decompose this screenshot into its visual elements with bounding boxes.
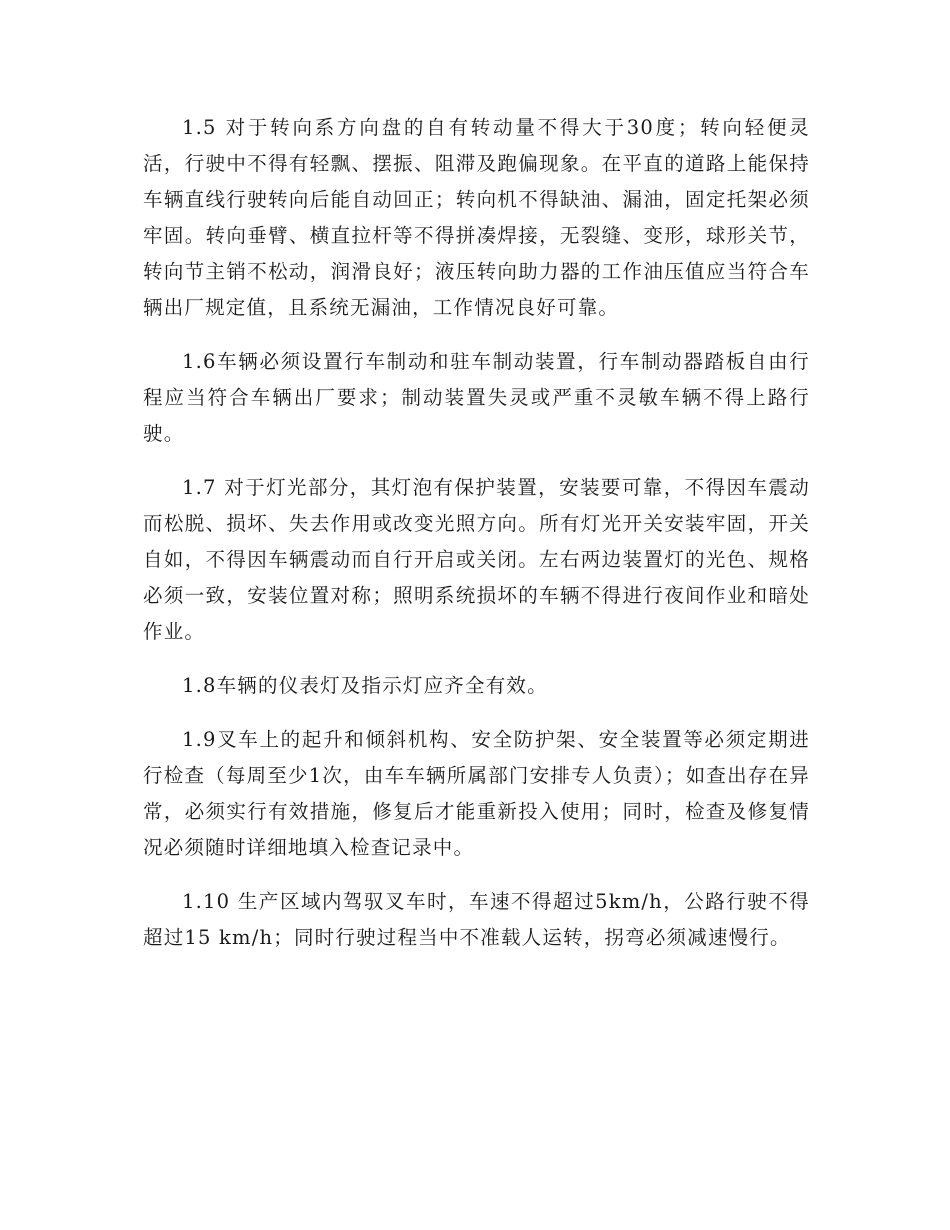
paragraph-1-7-lights: 1.7 对于灯光部分，其灯泡有保护装置，安装要可靠，不得因车震动而松脱、损坏、失去作用或改变光照方向。所有灯光开关安装牢固，开关自如，不得因车辆震动而自行开启或关闭。左右两边装置灯的光色、规格必须一致，安装位置对称；照明系统损坏的车辆不得进行夜间作业和暗处作业。 xyxy=(143,476,810,643)
document-body xyxy=(143,110,810,974)
paragraph-1-10-speed: 1.10 生产区域内驾驭叉车时，车速不得超过5km/h，公路行驶不得超过15 km/h；同时行驶过程当中不准载人运转，拐弯必须减速慢行。 xyxy=(143,890,810,949)
paragraph-1-6-brakes: 1.6车辆必须设置行车制动和驻车制动装置，行车制动器踏板自由行程应当符合车辆出厂要求；制动装置失灵或严重不灵敏车辆不得上路行驶。 xyxy=(143,350,810,445)
paragraph-1-8-indicators: 1.8车辆的仪表灯及指示灯应齐全有效。 xyxy=(182,674,548,697)
paragraph-1-9-inspection: 1.9叉车上的起升和倾斜机构、安全防护架、安全装置等必须定期进行检查（每周至少1次，由车车辆所属部门安排专人负责）；如查出存在异常，必须实行有效措施，修复后才能重新投入使用；同时，检查及修复情况必须随时详细地填入检查记录中。 xyxy=(143,728,810,859)
paragraph-1-5-steering: 1.5 对于转向系方向盘的自有转动量不得大于30度；转向轻便灵活，行驶中不得有轻飘、摆振、阻滞及跑偏现象。在平直的道路上能保持车辆直线行驶转向后能自动回正；转向机不得缺油、漏油，固定托架必须牢固。转向垂臂、横直拉杆等不得拼凑焊接，无裂缝、变形，球形关节，转向节主销不松动，润滑良好；液压转向助力器的工作油压值应当符合车辆出厂规定值，且系统无漏油，工作情况良好可靠。 xyxy=(143,116,810,319)
